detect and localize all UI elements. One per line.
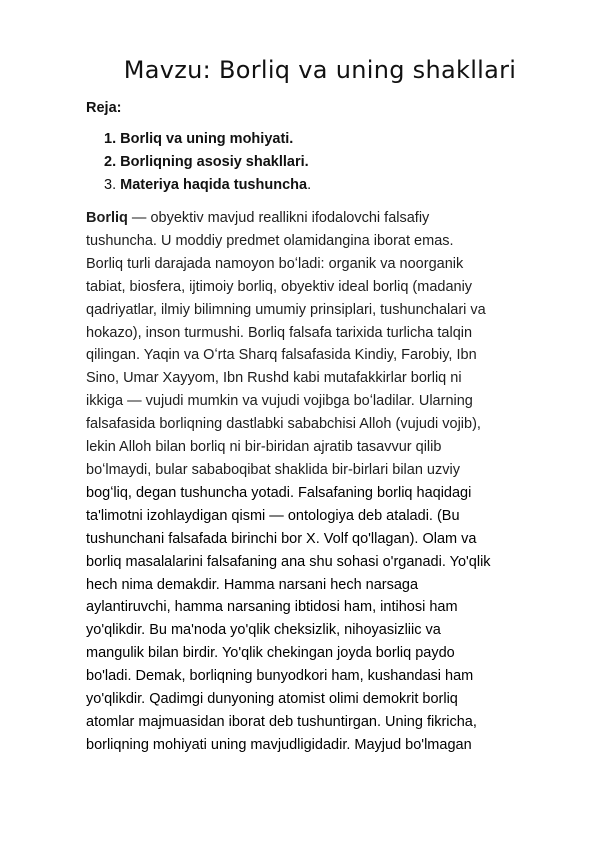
defined-term: Borliq [86,210,128,226]
paragraph-line: qadriyatlar, ilmiy bilimning umumiy prinsiplari, tushunchalari va [86,301,486,318]
plan-list [104,128,311,197]
paragraph-line: tushunchani falsafada birinchi bor X. Volf qo'llagan). Olam va [86,530,477,547]
paragraph-line: borliqning mohiyati uning mavjudligidadir. Mayjud bo'lmagan [86,736,472,753]
plan-item-text: Materiya haqida tushuncha [120,177,308,193]
paragraph-line: lekin Alloh bilan borliq ni bir-biridan ajratib tasavvur qilib [86,439,442,456]
plan-item-3 [104,174,311,197]
paragraph-line: Sino, Umar Xayyom, Ibn Rushd kabi mutafakkirlar borliq ni [86,370,462,387]
plan-item-2 [104,151,311,174]
plan-item-text: Borliqning asosiy shakllari. [120,154,309,170]
paragraph-line: Borliq — obyektiv mavjud reallikni ifodalovchi falsafiy [86,210,430,226]
paragraph-line: falsafasida borliqning dastlabki sababchisi Alloh (vujudi vojib), [86,416,481,433]
paragraph-line: mangulik bilan birdir. Yo'qlik chekingan joyda borliq paydo [86,645,455,662]
paragraph-line: ta'limotni izohlaydigan qismi — ontologiya deb ataladi. (Bu [86,507,460,524]
paragraph-line: bogʻliq, degan tushuncha yotadi. Falsafaning borliq haqidagi [86,484,472,501]
paragraph-line: tushuncha. U moddiy predmet olamidangina iborat emas. [86,232,454,249]
paragraph-line: ikkiga — vujudi mumkin va vujudi vojibga boʻladilar. Ularning [86,393,473,410]
paragraph-line: qilingan. Yaqin va Oʻrta Sharq falsafasida Kindiy, Farobiy, Ibn [86,347,477,364]
paragraph-line: yo'qlikdir. Qadimgi dunyoning atomist olimi demokrit borliq [86,691,458,708]
paragraph-line: bo'ladi. Demak, borliqning bunyodkori ham, kushandasi ham [86,668,474,685]
paragraph-line: hech nima demakdir. Hamma narsani hech narsaga [86,576,419,593]
plan-item-tail: . [307,177,312,193]
paragraph-line: atomlar majmuasidan iborat deb tushuntirgan. Uning fikricha, [86,713,477,730]
plan-item-1 [104,128,311,151]
plan-item-number: 1. [104,131,117,147]
plan-heading: Reja: [86,100,122,116]
plan-item-number: 2. [104,154,117,170]
plan-item-text: Borliq va uning mohiyati. [120,131,294,147]
paragraph-line: boʻlmaydi, bular sababoqibat shaklida bir-birlari bilan uzviy [86,461,460,478]
paragraph-line: tabiat, biosfera, ijtimoiy borliq, obyektiv ideal borliq (madaniy [86,278,473,295]
paragraph-line: yo'qlikdir. Bu ma'noda yo'qlik cheksizlik, nihoyasizliic va [86,622,441,639]
paragraph-line: Borliq turli darajada namoyon boʻladi: organik va noorganik [86,255,464,272]
paragraph-line: hokazo), inson turmushi. Borliq falsafa tarixida turlicha talqin [86,324,473,341]
body-paragraph [86,207,556,757]
plan-item-number: 3. [104,177,117,193]
paragraph-line: borliq masalalarini falsafaning ana shu sohasi o'rganadi. Yo'qlik [86,553,491,570]
page-title: Mavzu: Borliq va uning shakllari [123,56,517,84]
paragraph-line: aylantiruvchi, hamma narsaning ibtidosi ham, intihosi ham [86,599,458,616]
